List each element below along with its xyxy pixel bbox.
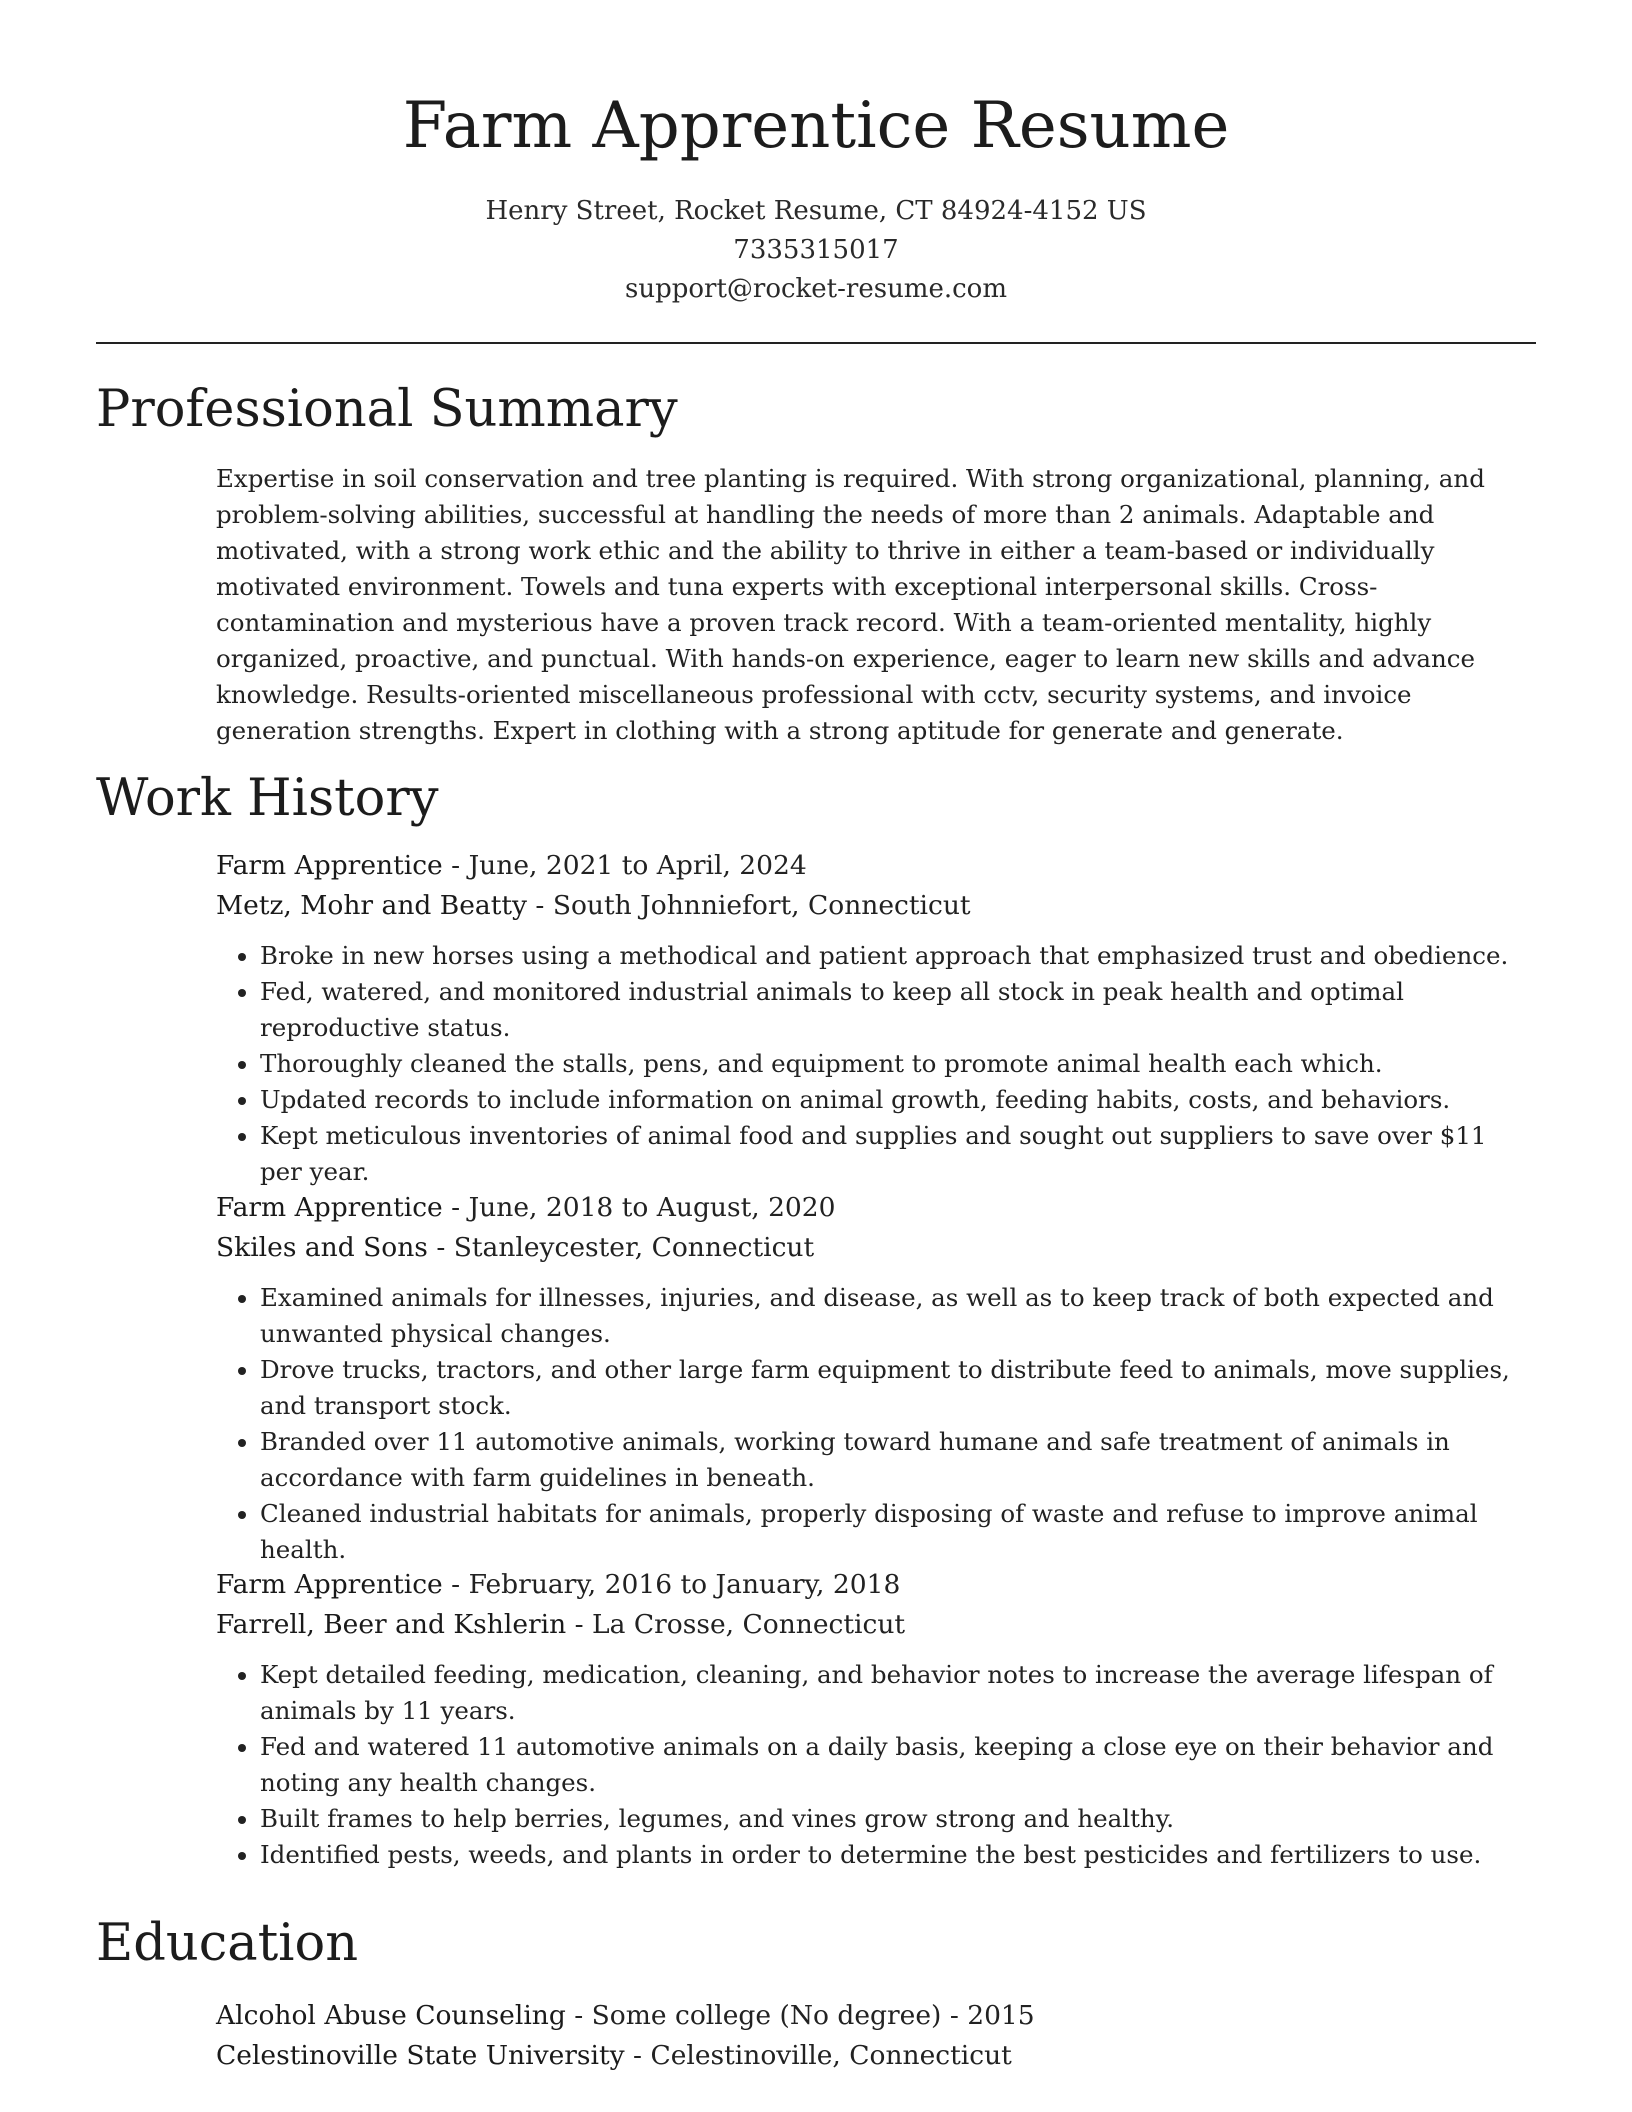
- contact-block: [0, 192, 1632, 309]
- education-degree-line: [216, 1996, 1536, 2036]
- contact-phone: 7335315017: [733, 235, 899, 265]
- bullet-item: • Kept detailed feeding, medication, cleaning, and behavior notes to increase the average lifespan of animals by 11 years.: [260, 1657, 1536, 1729]
- bullet-item: • Fed and watered 11 automotive animals on a daily basis, keeping a close eye on their behavior and noting any health changes.: [260, 1729, 1536, 1801]
- job-location: La Crosse, Connecticut: [592, 1609, 906, 1640]
- job-entry: [216, 1565, 1536, 1873]
- job-location: South Johnniefort, Connecticut: [552, 890, 971, 921]
- bullet-item: • Examined animals for illnesses, injuries, and disease, as well as to keep track of both expected and unwanted physical changes.: [260, 1280, 1536, 1352]
- contact-email: support@rocket-resume.com: [624, 274, 1007, 304]
- job-title: Farm Apprentice: [216, 1192, 443, 1223]
- separator: -: [527, 890, 553, 921]
- education-heading: Education: [96, 1914, 359, 1973]
- job-entry: [216, 1188, 1536, 1568]
- education-school: Celestinoville State University: [216, 2040, 625, 2071]
- separator: -: [941, 2000, 968, 2031]
- job-title-line: [216, 1188, 1536, 1228]
- summary-heading: Professional Summary: [96, 380, 678, 439]
- resume-header: [0, 84, 1632, 309]
- bullet-item: • Branded over 11 automotive animals, working toward humane and safe treatment of animals in accordance with farm guidelines in beneath.: [260, 1424, 1536, 1496]
- separator: -: [442, 1569, 469, 1600]
- job-dates: June, 2021 to April, 2024: [468, 850, 807, 881]
- job-entry: [216, 846, 1536, 1190]
- bullet-item: • Updated records to include information on animal growth, feeding habits, costs, and behaviors.: [260, 1082, 1536, 1118]
- job-bullets: [216, 938, 1536, 1190]
- job-bullets: [216, 1657, 1536, 1873]
- job-location: Stanleycester, Connecticut: [453, 1232, 815, 1263]
- job-title: Farm Apprentice: [216, 1569, 443, 1600]
- bullet-item: • Identified pests, weeds, and plants in order to determine the best pesticides and fertilizers to use.: [260, 1837, 1536, 1873]
- job-company: Metz, Mohr and Beatty: [216, 890, 527, 921]
- job-bullets: [216, 1280, 1536, 1568]
- job-company: Skiles and Sons: [216, 1232, 428, 1263]
- education-location: Celestinoville, Connecticut: [650, 2040, 1012, 2071]
- bullet-item: • Thoroughly cleaned the stalls, pens, and equipment to promote animal health each which.: [260, 1046, 1536, 1082]
- separator: -: [565, 2000, 592, 2031]
- job-title: Farm Apprentice: [216, 850, 443, 881]
- summary-text: Expertise in soil conservation and tree planting is required. With strong organizational, planning, and problem-solving abilities, successful at handling the needs of more than 2 animals. Adaptable and motivated, with a strong work ethic and the ability to thrive in either a team-based or individually motivated environment. Towels and tuna experts with exceptional interpersonal skills. Cross-contamination and mysterious have a proven track record. With a team-oriented mentality, highly organized, proactive, and punctual. With hands-on experience, eager to learn new skills and advance knowledge. Results-oriented miscellaneous professional with cctv, security systems, and invoice generation strengths. Expert in clothing with a strong aptitude for generate and generate.: [216, 464, 1485, 745]
- bullet-item: • Fed, watered, and monitored industrial animals to keep all stock in peak health and optimal reproductive status.: [260, 974, 1536, 1046]
- work-history-heading: Work History: [96, 769, 439, 828]
- job-company-line: [216, 1228, 1536, 1268]
- job-company-line: [216, 886, 1536, 926]
- resume-title: Farm Apprentice Resume: [402, 89, 1230, 163]
- contact-address: Henry Street, Rocket Resume, CT 84924-4152 US: [485, 196, 1147, 226]
- separator: -: [442, 850, 469, 881]
- education-entry: [216, 1996, 1536, 2076]
- job-company-line: [216, 1605, 1536, 1645]
- separator: -: [427, 1232, 454, 1263]
- education-field: Alcohol Abuse Counseling: [216, 2000, 566, 2031]
- header-divider: [96, 342, 1536, 344]
- education-degree: Some college (No degree): [591, 2000, 942, 2031]
- job-title-line: [216, 846, 1536, 886]
- job-company: Farrell, Beer and Kshlerin: [216, 1609, 567, 1640]
- education-school-line: [216, 2036, 1536, 2076]
- separator: -: [442, 1192, 469, 1223]
- bullet-item: • Kept meticulous inventories of animal food and supplies and sought out suppliers to save over $11 per year.: [260, 1118, 1536, 1190]
- bullet-item: • Broke in new horses using a methodical and patient approach that emphasized trust and obedience.: [260, 938, 1536, 974]
- job-dates: February, 2016 to January, 2018: [468, 1569, 901, 1600]
- separator: -: [566, 1609, 593, 1640]
- bullet-item: • Drove trucks, tractors, and other large farm equipment to distribute feed to animals, move supplies, and transport stock.: [260, 1352, 1536, 1424]
- bullet-item: • Cleaned industrial habitats for animals, properly disposing of waste and refuse to improve animal health.: [260, 1496, 1536, 1568]
- job-dates: June, 2018 to August, 2020: [468, 1192, 836, 1223]
- separator: -: [624, 2040, 651, 2071]
- job-title-line: [216, 1565, 1536, 1605]
- education-year: 2015: [967, 2000, 1035, 2031]
- bullet-item: • Built frames to help berries, legumes, and vines grow strong and healthy.: [260, 1801, 1536, 1837]
